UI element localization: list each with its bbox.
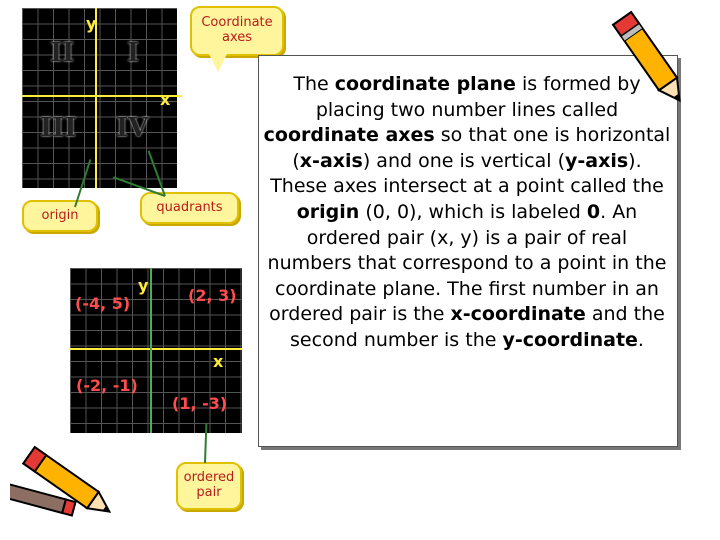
term: y-coordinate — [502, 328, 638, 351]
callout-tail — [208, 52, 228, 72]
x-axis-line — [22, 95, 182, 97]
text-run: The — [293, 73, 335, 95]
quadrant-ii-label: II — [50, 38, 75, 68]
y-axis-label: y — [86, 14, 97, 33]
origin-callout — [22, 200, 98, 232]
point-label: (-2, -1) — [76, 376, 138, 395]
term: origin — [296, 200, 360, 223]
y-axis-line-2 — [150, 268, 152, 433]
term: coordinate plane — [334, 73, 516, 95]
text-run: ) and one is vertical ( — [362, 149, 565, 172]
point-label: (1, -3) — [172, 394, 228, 413]
quadrants-callout — [140, 192, 239, 224]
coordinate-axes-callout — [190, 6, 284, 56]
y-axis-label-2: y — [138, 276, 149, 295]
term: coordinate axes — [263, 124, 435, 147]
ordered-pair-callout — [176, 462, 242, 510]
quadrants-callout-text: quadrants — [156, 199, 223, 215]
coordinate-grid-quadrants — [22, 8, 177, 188]
text-run: . — [637, 328, 644, 351]
pencil-icon — [10, 430, 130, 538]
ordered-pair-arrow — [204, 423, 207, 463]
text-run: so that one is horizontal ( — [292, 124, 671, 172]
quadrant-iii-label: III — [40, 113, 77, 143]
pencil-icon — [590, 0, 710, 120]
term: x-axis — [299, 149, 363, 172]
coordinate-axes-callout-text: Coordinate axes — [201, 15, 273, 45]
text-run: is formed by placing two number lines called — [315, 73, 641, 121]
x-axis-label-2: x — [213, 352, 224, 371]
text-run: ). These axes intersect at a point called the — [270, 149, 664, 198]
term: 0 — [586, 200, 601, 223]
text-run: . An ordered pair (x, y) is a pair of real numbers that correspond to a point in the coordinate plane. The first number in an ordered pair is the — [267, 200, 667, 326]
x-axis-line-2 — [70, 348, 242, 350]
quadrant-i-label: I — [127, 38, 140, 68]
x-axis-label: x — [160, 90, 171, 109]
term: x-coordinate — [450, 303, 586, 326]
y-axis-line — [95, 8, 97, 188]
text-run: and the second number is the — [290, 303, 665, 351]
ordered-pair-callout-text: ordered pair — [183, 470, 235, 500]
point-label: (-4, 5) — [75, 294, 131, 313]
quadrant-iv-label: IV — [116, 113, 149, 143]
term: y-axis — [565, 149, 629, 172]
origin-callout-text: origin — [41, 207, 79, 223]
point-label: (2, 3) — [188, 286, 237, 305]
text-run: (0, 0), which is labeled — [359, 200, 587, 223]
